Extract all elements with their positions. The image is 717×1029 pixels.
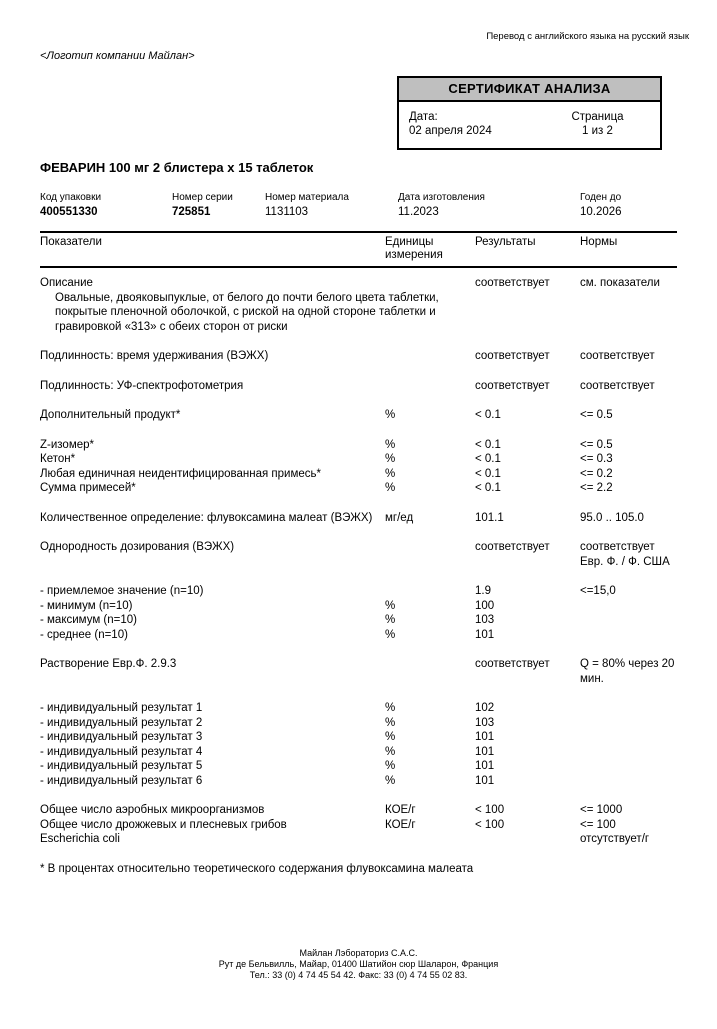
certificate-meta — [399, 102, 660, 148]
cell-name: Подлинность: УФ-спектрофотометрия — [40, 379, 244, 392]
packaging-field — [40, 192, 172, 218]
table-row — [40, 584, 677, 599]
cell-norm: <= 0.5 — [580, 438, 613, 451]
table-row — [40, 716, 677, 731]
cell-norm — [580, 745, 677, 760]
table-row — [40, 803, 677, 818]
cell-units: % — [385, 614, 396, 626]
cell-name: - индивидуальный результат 3 — [40, 731, 203, 743]
cell-norm — [580, 701, 677, 716]
table-row — [40, 832, 677, 847]
cell-units: % — [385, 760, 396, 772]
cell-name: - минимум (n=10) — [40, 599, 133, 612]
cell-norm: отсутствует/г — [580, 833, 650, 845]
table-row — [40, 481, 677, 496]
table-row — [40, 467, 677, 482]
table-row — [40, 628, 677, 643]
date-label: Дата: — [409, 111, 438, 123]
cell-result: 101 — [475, 628, 495, 641]
cell-units: % — [385, 599, 396, 612]
packaging-label: Дата изготовления — [398, 192, 485, 203]
cell-norm: Q = 80% через 20 мин. — [580, 658, 675, 685]
packaging-value: 725851 — [172, 206, 211, 218]
cell-units: КОЕ/г — [385, 818, 416, 831]
cell-result: соответствует — [475, 277, 550, 289]
cell-result: соответствует — [475, 658, 550, 670]
cell-result: 1.9 — [475, 585, 491, 597]
column-header-units: Единицы измерения — [385, 236, 443, 261]
table-row — [40, 349, 677, 364]
cell-norm — [580, 759, 677, 774]
packaging-field — [265, 192, 398, 218]
column-header-indicators: Показатели — [40, 236, 102, 248]
cell-name: Подлинность: время удерживания (ВЭЖХ) — [40, 350, 269, 362]
cell-units — [385, 349, 475, 364]
packaging-value: 10.2026 — [580, 206, 622, 218]
cell-result: 101.1 — [475, 511, 504, 524]
cell-units: % — [385, 482, 396, 494]
footer-contacts: Тел.: 33 (0) 4 74 45 54 42. Факс: 33 (0) 4 74 55 02 83. — [249, 970, 468, 980]
certificate-date — [409, 111, 492, 137]
cell-norm: см. показатели — [580, 277, 660, 289]
cell-name: Общее число дрожжевых и плесневых грибов — [40, 818, 287, 831]
cell-norm: соответствует — [580, 379, 655, 392]
cell-result: < 0.1 — [475, 438, 501, 451]
cell-name: - индивидуальный результат 2 — [40, 716, 203, 729]
table-row — [40, 540, 677, 569]
cell-name: - индивидуальный результат 5 — [40, 760, 203, 772]
table-row — [40, 379, 677, 394]
cell-units: КОЕ/г — [385, 804, 416, 816]
packaging-label: Код упаковки — [40, 192, 102, 203]
cell-result: соответствует — [475, 350, 550, 362]
cell-norm: <= 0.2 — [580, 467, 613, 480]
cell-units: % — [385, 453, 396, 465]
packaging-value: 11.2023 — [398, 206, 439, 218]
cell-norm: <= 100 — [580, 818, 616, 831]
footnote: * В процентах относительно теоретического содержания флувоксамина малеата — [40, 862, 474, 875]
cell-name: - приемлемое значение (n=10) — [40, 585, 204, 597]
page-label: Страница — [571, 111, 624, 123]
cell-result: 103 — [475, 716, 495, 729]
cell-units: % — [385, 628, 396, 641]
packaging-value: 1131103 — [265, 206, 309, 218]
cell-units — [385, 832, 475, 847]
table-row — [40, 599, 677, 614]
cell-result: 102 — [475, 702, 495, 714]
cell-norm — [580, 628, 677, 643]
cell-units: мг/ед — [385, 511, 414, 524]
table-body — [40, 268, 677, 847]
cell-name: Сумма примесей* — [40, 482, 136, 494]
cell-result: 101 — [475, 731, 495, 743]
cell-units — [385, 276, 475, 291]
cell-result: 103 — [475, 614, 495, 626]
cell-result: соответствует — [475, 379, 550, 392]
table-row — [40, 818, 677, 833]
cell-norm — [580, 730, 677, 745]
cell-name: Дополнительный продукт* — [40, 409, 181, 421]
cell-norm: 95.0 .. 105.0 — [580, 511, 644, 524]
translation-note: Перевод с английского языка на русский язык — [486, 31, 689, 42]
cell-name: Количественное определение: флувоксамина малеат (ВЭЖХ) — [40, 511, 373, 524]
cell-units: % — [385, 716, 396, 729]
cell-name: Общее число аэробных микроорганизмов — [40, 804, 265, 816]
certificate-box — [397, 76, 662, 150]
table-row — [40, 452, 677, 467]
cell-result: 101 — [475, 760, 495, 772]
table-row — [40, 511, 677, 526]
document-content — [40, 160, 677, 875]
table-header-row — [40, 231, 677, 268]
cell-units — [385, 379, 475, 394]
cell-name: - максимум (n=10) — [40, 614, 137, 626]
cell-norm: соответствует — [580, 350, 655, 362]
cell-result: 101 — [475, 774, 495, 787]
cell-result: < 0.1 — [475, 453, 501, 465]
cell-result — [475, 832, 580, 847]
date-value: 02 апреля 2024 — [409, 125, 492, 137]
certificate-title: СЕРТИФИКАТ АНАЛИЗА — [399, 78, 660, 102]
cell-units: % — [385, 467, 396, 480]
cell-norm — [580, 599, 677, 614]
table-row — [40, 774, 677, 789]
cell-name: - индивидуальный результат 6 — [40, 774, 203, 787]
column-header-norms: Нормы — [580, 236, 618, 248]
cell-result: соответствует — [475, 541, 550, 553]
cell-result: < 0.1 — [475, 467, 501, 480]
cell-name: Однородность дозирования (ВЭЖХ) — [40, 541, 235, 553]
cell-name: Z-изомер* — [40, 438, 94, 451]
packaging-field — [398, 192, 580, 218]
cell-norm: <= 2.2 — [580, 482, 613, 494]
cell-name: - индивидуальный результат 1 — [40, 702, 203, 714]
cell-units: % — [385, 774, 396, 787]
company-logo-placeholder: <Логотип компании Майлан> — [40, 50, 195, 62]
cell-name: - индивидуальный результат 4 — [40, 745, 203, 758]
packaging-label: Номер серии — [172, 192, 233, 203]
cell-norm: <= 0.5 — [580, 409, 613, 421]
certificate-page — [545, 111, 650, 137]
cell-units: % — [385, 702, 396, 714]
table-row — [40, 613, 677, 628]
product-title: ФЕВАРИН 100 мг 2 блистера х 15 таблеток — [40, 160, 314, 175]
table-row — [40, 730, 677, 745]
packaging-value: 400551330 — [40, 206, 98, 218]
cell-name: Любая единичная неидентифицированная примесь* — [40, 467, 321, 480]
cell-result: 101 — [475, 745, 495, 758]
table-row — [40, 408, 677, 423]
cell-name: Escherichia coli — [40, 833, 120, 845]
cell-norm — [580, 774, 677, 789]
packaging-field — [580, 192, 677, 218]
table-row — [40, 276, 677, 291]
footer-company: Майлан Лэбораториз С.А.С. — [299, 948, 418, 958]
cell-norm: <= 0.3 — [580, 453, 613, 465]
cell-result: < 0.1 — [475, 409, 501, 421]
cell-units — [385, 657, 475, 686]
packaging-info — [40, 192, 677, 218]
cell-result: < 0.1 — [475, 482, 501, 494]
cell-units: % — [385, 745, 396, 758]
cell-norm: соответствует Евр. Ф. / Ф. США — [580, 541, 670, 568]
footer-address: Рут де Бельвилль, Майар, 01400 Шатийон сюр Шаларон, Франция — [218, 959, 499, 969]
cell-name: Кетон* — [40, 453, 76, 465]
cell-name: Описание — [40, 277, 93, 289]
packaging-label: Годен до — [580, 192, 622, 203]
cell-units — [385, 584, 475, 599]
cell-units: % — [385, 409, 396, 421]
cell-units — [385, 540, 475, 569]
cell-result: 100 — [475, 599, 495, 612]
page-value: 1 из 2 — [582, 125, 613, 137]
cell-name: Растворение Евр.Ф. 2.9.3 — [40, 658, 177, 670]
packaging-label: Номер материала — [265, 192, 349, 203]
cell-norm — [580, 613, 677, 628]
table-row — [40, 438, 677, 453]
table-row — [40, 701, 677, 716]
cell-result: < 100 — [475, 804, 505, 816]
table-row — [40, 759, 677, 774]
packaging-field — [172, 192, 265, 218]
column-header-results: Результаты — [475, 236, 536, 248]
cell-norm — [580, 716, 677, 731]
table-row — [40, 657, 677, 686]
cell-name: - среднее (n=10) — [40, 628, 128, 641]
cell-norm: <=15,0 — [580, 585, 616, 597]
cell-result: < 100 — [475, 818, 505, 831]
description-text: Овальные, двояковыпуклые, от белого до почти белого цвета таблетки, покрытые пленочной оболочкой, с риской на одной стороне таблетки и гравировкой «313» с обеих сторон от риски — [55, 291, 439, 333]
table-row — [40, 745, 677, 760]
page-footer — [0, 948, 717, 981]
cell-units: % — [385, 731, 396, 743]
cell-units: % — [385, 438, 396, 451]
cell-norm: <= 1000 — [580, 804, 623, 816]
